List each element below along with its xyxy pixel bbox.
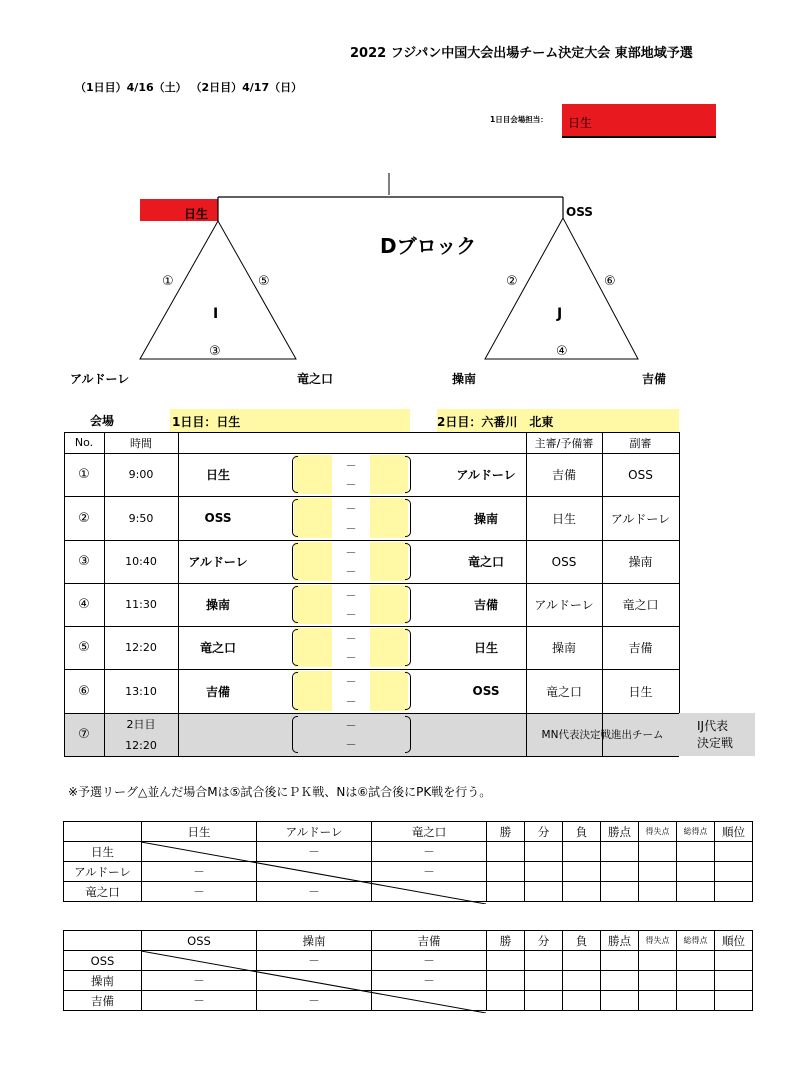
away-team: 吉備 bbox=[473, 598, 498, 612]
group-team: 操南 bbox=[452, 372, 477, 386]
score-bracket-left bbox=[292, 499, 298, 537]
referee: 吉備 bbox=[551, 468, 576, 482]
score-bracket-left bbox=[292, 543, 298, 580]
stat-cell bbox=[563, 951, 601, 971]
score-bracket-right bbox=[405, 629, 411, 666]
stat-cell bbox=[487, 882, 525, 902]
stat-cell bbox=[639, 882, 677, 902]
stat-cell bbox=[601, 842, 639, 862]
assistant-referee: 吉備 bbox=[628, 641, 653, 655]
corner-cell bbox=[64, 822, 142, 842]
score-box-away bbox=[370, 628, 408, 667]
table-border bbox=[64, 432, 679, 433]
result-cell: － bbox=[142, 991, 257, 1011]
standings-col-team: アルドーレ bbox=[257, 822, 372, 842]
stat-cell bbox=[525, 971, 563, 991]
col-divider bbox=[178, 432, 179, 756]
header-assistant: 副審 bbox=[629, 436, 652, 450]
score-box-away bbox=[370, 671, 408, 711]
score-bracket-right bbox=[405, 586, 411, 623]
bracket-right-team: OSS bbox=[566, 205, 593, 219]
assistant-referee: 日生 bbox=[628, 684, 653, 699]
match-no: ② bbox=[78, 510, 90, 526]
match-marker: ④ bbox=[556, 344, 568, 359]
score-dash: － bbox=[345, 459, 357, 472]
standings-row-team: 竜之口 bbox=[64, 882, 142, 902]
final-time: 12:20 bbox=[125, 738, 157, 752]
stat-cell bbox=[677, 951, 715, 971]
score-dash: － bbox=[345, 502, 357, 515]
result-cell: － bbox=[372, 951, 487, 971]
standings-col-team: OSS bbox=[142, 931, 257, 951]
score-bracket-right bbox=[405, 456, 411, 493]
referee: 操南 bbox=[551, 641, 576, 655]
standings-stat-header: 負 bbox=[563, 822, 601, 842]
score-dash: － bbox=[345, 565, 357, 578]
result-cell: － bbox=[257, 991, 372, 1011]
corner-cell bbox=[64, 931, 142, 951]
result-cell: － bbox=[142, 882, 257, 902]
score-dash: － bbox=[345, 719, 357, 732]
score-box-home bbox=[294, 455, 332, 494]
match-marker: ① bbox=[162, 274, 174, 289]
stat-cell bbox=[487, 862, 525, 882]
standings-stat-header: 分 bbox=[525, 822, 563, 842]
assistant-referee: OSS bbox=[628, 467, 653, 482]
score-dash: － bbox=[345, 546, 357, 559]
score-bracket-left bbox=[292, 672, 298, 710]
match-marker: ② bbox=[506, 274, 518, 289]
result-cell: － bbox=[257, 882, 372, 902]
standings-stat-header: 順位 bbox=[715, 822, 753, 842]
stat-cell bbox=[563, 991, 601, 1011]
standings-col-team: 操南 bbox=[257, 931, 372, 951]
away-team: アルドーレ bbox=[456, 468, 516, 482]
result-cell: － bbox=[142, 971, 257, 991]
stat-cell bbox=[677, 842, 715, 862]
match-time: 9:50 bbox=[128, 511, 154, 525]
col-divider bbox=[679, 432, 680, 756]
final-side-line1: IJ代表 bbox=[697, 719, 729, 733]
venue-manager-value: 日生 bbox=[568, 116, 593, 130]
stat-cell bbox=[487, 971, 525, 991]
header-time: 時間 bbox=[130, 436, 152, 450]
referee: アルドーレ bbox=[534, 598, 594, 612]
score-bracket-right bbox=[405, 499, 411, 537]
match-no: ④ bbox=[78, 597, 90, 612]
score-box-away bbox=[370, 455, 408, 494]
stat-cell bbox=[563, 862, 601, 882]
group-team: 竜之口 bbox=[297, 372, 334, 386]
diagonal-line bbox=[141, 951, 486, 1013]
score-dash: － bbox=[345, 695, 357, 708]
result-cell: － bbox=[257, 842, 372, 862]
score-bracket-left bbox=[292, 456, 298, 493]
match-time: 13:10 bbox=[125, 684, 157, 698]
standings-row-team: 吉備 bbox=[64, 991, 142, 1011]
stat-cell bbox=[525, 862, 563, 882]
final-note: MN代表決定戦進出チーム bbox=[541, 729, 664, 741]
standings-stat-header: 勝 bbox=[487, 822, 525, 842]
stat-cell bbox=[525, 882, 563, 902]
score-box-home bbox=[294, 628, 332, 667]
stat-cell bbox=[525, 951, 563, 971]
score-dash: － bbox=[345, 522, 357, 535]
stat-cell bbox=[639, 842, 677, 862]
score-bracket-left bbox=[292, 629, 298, 666]
result-cell: － bbox=[142, 862, 257, 882]
match-no: ③ bbox=[78, 554, 90, 569]
stat-cell bbox=[487, 842, 525, 862]
standings-row-team: アルドーレ bbox=[64, 862, 142, 882]
match-time: 9:00 bbox=[128, 468, 154, 481]
score-box-home bbox=[294, 542, 332, 581]
header-referee: 主審/予備審 bbox=[534, 436, 594, 450]
diagonal-line bbox=[141, 842, 486, 904]
assistant-referee: 竜之口 bbox=[622, 598, 659, 612]
referee: 竜之口 bbox=[545, 684, 582, 699]
stat-cell bbox=[601, 951, 639, 971]
stat-cell bbox=[601, 991, 639, 1011]
away-team: 操南 bbox=[473, 511, 498, 526]
home-team: OSS bbox=[204, 511, 232, 525]
standings-stat-header: 勝点 bbox=[601, 822, 639, 842]
schedule-venue-label: 会場 bbox=[90, 414, 115, 428]
standings-stat-header: 勝 bbox=[487, 931, 525, 951]
match-no: ⑤ bbox=[78, 640, 90, 655]
stat-cell bbox=[563, 882, 601, 902]
score-bracket-right bbox=[405, 716, 411, 753]
referee: 日生 bbox=[551, 511, 576, 526]
standings-stat-header: 得失点 bbox=[639, 931, 677, 951]
final-side-line2: 決定戦 bbox=[697, 736, 734, 750]
schedule-day2-text: 2日目：六番川 北東 bbox=[437, 415, 554, 429]
stat-cell bbox=[601, 862, 639, 882]
score-dash: － bbox=[345, 589, 357, 602]
block-title: Dブロック bbox=[380, 234, 477, 258]
stat-cell bbox=[715, 971, 753, 991]
referee: OSS bbox=[551, 554, 577, 569]
score-dash: － bbox=[345, 651, 357, 664]
assistant-referee: 操南 bbox=[628, 555, 653, 569]
venue-manager-label: 1日目会場担当： bbox=[490, 115, 548, 124]
stat-cell bbox=[715, 862, 753, 882]
standings-row-team: OSS bbox=[64, 951, 142, 971]
standings-stat-header: 総得点 bbox=[677, 931, 715, 951]
standings-col-team: 竜之口 bbox=[372, 822, 487, 842]
score-box-away bbox=[370, 585, 408, 624]
score-bracket-left bbox=[292, 586, 298, 623]
stat-cell bbox=[601, 882, 639, 902]
stat-cell bbox=[639, 951, 677, 971]
match-marker: ⑤ bbox=[258, 274, 270, 289]
home-team: アルドーレ bbox=[188, 555, 248, 569]
stat-cell bbox=[677, 991, 715, 1011]
stat-cell bbox=[525, 842, 563, 862]
bracket-host-team: 日生 bbox=[184, 207, 209, 221]
standings-col-team: 吉備 bbox=[372, 931, 487, 951]
group-team: 吉備 bbox=[642, 372, 667, 386]
score-dash: － bbox=[345, 738, 357, 751]
stat-cell bbox=[715, 991, 753, 1011]
score-box-away bbox=[370, 498, 408, 538]
stat-cell bbox=[563, 842, 601, 862]
table-border bbox=[64, 756, 679, 757]
score-box-home bbox=[294, 585, 332, 624]
result-cell: － bbox=[257, 951, 372, 971]
stat-cell bbox=[525, 991, 563, 1011]
away-team: 竜之口 bbox=[467, 555, 504, 569]
home-team: 竜之口 bbox=[199, 641, 236, 655]
standings-stat-header: 順位 bbox=[715, 931, 753, 951]
stat-cell bbox=[639, 862, 677, 882]
result-cell: － bbox=[372, 862, 487, 882]
final-time-day: 2日目 bbox=[126, 718, 156, 731]
stat-cell bbox=[639, 971, 677, 991]
stat-cell bbox=[677, 882, 715, 902]
result-cell: － bbox=[372, 842, 487, 862]
stat-cell bbox=[715, 951, 753, 971]
standings-stat-header: 勝点 bbox=[601, 931, 639, 951]
stat-cell bbox=[487, 951, 525, 971]
score-bracket-right bbox=[405, 672, 411, 710]
schedule-day1-text: 1日目：日生 bbox=[172, 415, 241, 429]
score-box-home bbox=[294, 671, 332, 711]
stat-cell bbox=[715, 882, 753, 902]
match-marker: ⑥ bbox=[604, 274, 616, 289]
tournament-dates: （1日目）4/16（土） （2日目）4/17（日） bbox=[75, 81, 303, 94]
stat-cell bbox=[677, 971, 715, 991]
header-no: No. bbox=[74, 436, 94, 449]
away-team: 日生 bbox=[473, 641, 498, 655]
score-bracket-right bbox=[405, 543, 411, 580]
standings-row-team: 日生 bbox=[64, 842, 142, 862]
match-time: 10:40 bbox=[125, 555, 157, 568]
away-team: OSS bbox=[472, 684, 500, 698]
stat-cell bbox=[563, 971, 601, 991]
match-no: ⑦ bbox=[78, 727, 90, 742]
standings-stat-header: 負 bbox=[563, 931, 601, 951]
match-time: 11:30 bbox=[125, 598, 157, 611]
score-dash: － bbox=[345, 632, 357, 645]
score-box-home bbox=[294, 498, 332, 538]
home-team: 吉備 bbox=[205, 684, 230, 699]
group-label: I bbox=[213, 306, 219, 322]
score-dash: － bbox=[345, 675, 357, 688]
result-cell: － bbox=[372, 971, 487, 991]
page-title: 2022 フジパン中国大会出場チーム決定大会 東部地域予選 bbox=[350, 46, 693, 61]
stat-cell bbox=[639, 991, 677, 1011]
group-label: J bbox=[557, 306, 563, 322]
standings-row-team: 操南 bbox=[64, 971, 142, 991]
standings-stat-header: 分 bbox=[525, 931, 563, 951]
standings-col-team: 日生 bbox=[142, 822, 257, 842]
score-dash: － bbox=[345, 478, 357, 491]
stat-cell bbox=[487, 991, 525, 1011]
stat-cell bbox=[715, 842, 753, 862]
match-no: ⑥ bbox=[78, 683, 90, 699]
assistant-referee: アルドーレ bbox=[610, 511, 671, 526]
score-bracket-left bbox=[292, 716, 298, 753]
home-team: 日生 bbox=[205, 468, 230, 482]
stat-cell bbox=[601, 971, 639, 991]
group-team: アルドーレ bbox=[70, 372, 130, 386]
match-marker: ③ bbox=[209, 344, 221, 359]
match-no: ① bbox=[78, 467, 90, 482]
standings-stat-header: 得失点 bbox=[639, 822, 677, 842]
tiebreak-note: ※予選リーグ△並んだ場合Mは⑤試合後にＰＫ戦、Nは⑥試合後にPK戦を行う。 bbox=[68, 785, 492, 799]
stat-cell bbox=[677, 862, 715, 882]
home-team: 操南 bbox=[205, 598, 230, 612]
match-time: 12:20 bbox=[125, 641, 157, 654]
standings-stat-header: 総得点 bbox=[677, 822, 715, 842]
score-dash: － bbox=[345, 608, 357, 621]
score-box-away bbox=[370, 542, 408, 581]
